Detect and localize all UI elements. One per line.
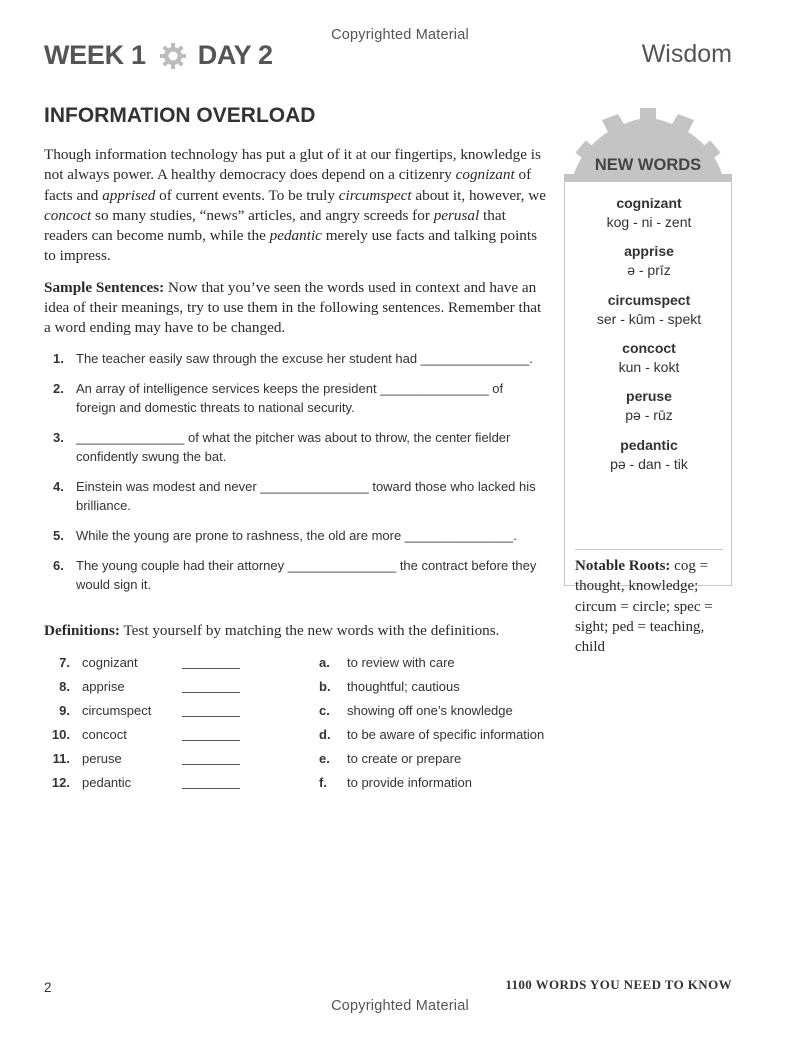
definition-text: to be aware of specific information <box>347 727 545 742</box>
new-word: peruse <box>626 388 672 405</box>
matching-word: concoct <box>82 727 127 742</box>
new-word: circumspect <box>607 291 691 308</box>
sample-sentences-paragraph <box>44 278 550 339</box>
definition-text: to provide information <box>347 775 473 790</box>
sentence-text: _______________ of what the pitcher was about to throw, the center fielder confidently swung the bat. <box>76 430 511 464</box>
vocabulary-word: circumspect <box>338 186 412 204</box>
sentence-item <box>44 428 544 466</box>
vocabulary-word: perusal <box>433 206 480 224</box>
passage-paragraph <box>44 145 550 267</box>
definition-letter: e. <box>319 751 330 766</box>
matching-word: pedantic <box>82 775 132 790</box>
sentence-text: The young couple had their attorney _______________ the contract before they would sign it. <box>76 558 537 592</box>
intro-text <box>44 145 550 350</box>
vocabulary-word: pedantic <box>269 227 322 245</box>
matching-word: apprise <box>82 679 125 694</box>
sentence-number: 6. <box>53 558 64 573</box>
definition-letter: c. <box>319 703 330 718</box>
page-title: INFORMATION OVERLOAD <box>44 104 316 127</box>
answer-blank[interactable] <box>182 740 240 741</box>
divider <box>575 549 723 550</box>
definitions-label: Definitions: <box>44 622 120 639</box>
definitions-intro <box>44 622 499 640</box>
item-number: 12. <box>51 775 70 790</box>
vocabulary-word: cognizant <box>455 166 515 184</box>
pronunciation: ə - prīz <box>627 262 671 279</box>
passage-text: that readers can become numb, while the <box>44 206 506 245</box>
new-word: apprise <box>624 243 674 260</box>
passage-text: of current events. To be truly <box>155 186 339 204</box>
answer-blank[interactable] <box>182 788 240 789</box>
sentence-number: 2. <box>53 381 64 396</box>
sample-sentences-label: Sample Sentences: <box>44 278 165 296</box>
vocabulary-word: apprised <box>102 186 156 204</box>
new-word: concoct <box>622 339 676 356</box>
definition-text: showing off one’s knowledge <box>347 703 513 718</box>
definition-text: thoughtful; cautious <box>347 679 460 694</box>
sample-sentences-text: Now that you’ve seen the words used in context and have an idea of their meanings, try to use them in the following sentences. Remember that a word ending may have to be changed. <box>44 278 542 337</box>
new-word-entry <box>565 388 733 423</box>
notable-roots <box>575 556 729 657</box>
sentence-number: 3. <box>53 430 64 445</box>
definition-letter: b. <box>319 679 331 694</box>
day-label: DAY 2 <box>197 40 273 70</box>
item-number: 7. <box>59 655 70 670</box>
vocabulary-word: concoct <box>44 206 92 224</box>
answer-blank[interactable] <box>182 692 240 693</box>
notable-roots-label: Notable Roots: <box>575 558 671 574</box>
new-word: cognizant <box>616 195 682 211</box>
matching-row <box>44 679 564 703</box>
sentence-number: 1. <box>53 351 64 366</box>
definition-text: to review with care <box>347 655 455 670</box>
pronunciation: pə - rūz <box>625 407 673 424</box>
sentence-item <box>44 349 544 368</box>
sentence-item <box>44 526 544 545</box>
sentence-item <box>44 477 544 515</box>
sentence-text: While the young are prone to rashness, the old are more _______________. <box>76 528 517 543</box>
new-word: pedantic <box>620 436 678 453</box>
definition-letter: d. <box>319 727 331 742</box>
matching-word: circumspect <box>82 703 152 718</box>
sentence-number: 4. <box>53 479 64 494</box>
item-number: 9. <box>59 703 70 718</box>
definition-text: to create or prepare <box>347 751 462 766</box>
new-word-entry <box>565 437 733 472</box>
pronunciation: pə - dan - tik <box>610 455 688 472</box>
pronunciation: kog - ni - zent <box>606 214 692 230</box>
matching-exercise <box>44 655 564 799</box>
week-label: WEEK 1 <box>44 40 146 70</box>
passage-text: about it, however, we <box>411 186 546 204</box>
definitions-text: Test yourself by matching the new words with the definitions. <box>119 622 500 639</box>
week-day-header <box>44 40 273 71</box>
new-word-entry <box>565 243 733 278</box>
answer-blank[interactable] <box>182 668 240 669</box>
sentence-item <box>44 379 544 417</box>
pronunciation: ser - kûm - spekt <box>596 310 702 327</box>
new-word-entry <box>565 292 733 327</box>
copyright-notice-top: Copyrighted Material <box>331 27 469 43</box>
matching-word: peruse <box>82 751 122 766</box>
matching-row <box>44 655 564 679</box>
passage-text: so many studies, “news” articles, and angry screeds for <box>91 206 434 224</box>
sentence-text: The teacher easily saw through the excuse her student had _______________. <box>76 351 533 366</box>
sample-sentence-list <box>44 349 544 605</box>
item-number: 8. <box>59 679 70 694</box>
matching-row <box>44 751 564 775</box>
matching-row <box>44 775 564 799</box>
new-words-box <box>564 182 732 656</box>
pronunciation: kun - kokt <box>618 358 680 375</box>
sentence-text: Einstein was modest and never _______________ toward those who lacked his brilliance. <box>76 479 536 513</box>
book-title: 1100 WORDS YOU NEED TO KNOW <box>505 977 732 992</box>
new-word-entry <box>565 340 733 375</box>
new-words-title: NEW WORDS <box>594 156 702 174</box>
passage-text: of facts and <box>44 166 532 204</box>
matching-row <box>44 703 564 727</box>
sentence-text: An array of intelligence services keeps the president _______________ of foreign and domestic threats to national security. <box>76 381 504 415</box>
definition-letter: f. <box>319 775 327 790</box>
definition-letter: a. <box>319 655 330 670</box>
item-number: 10. <box>51 727 70 742</box>
passage-text: Though information technology has put a glut of it at our fingertips, knowledge is not always power. A healthy democracy does depend on a citizenry <box>44 146 541 184</box>
passage-text: merely use facts and talking points to impress. <box>44 227 538 265</box>
page-number: 2 <box>44 980 52 995</box>
notable-roots-text: cog = thought, knowledge; circum = circle; spec = sight; ped = teaching, child <box>575 558 713 656</box>
answer-blank[interactable] <box>182 716 240 717</box>
gear-icon <box>160 43 186 69</box>
matching-row <box>44 727 564 751</box>
section-tag: Wisdom <box>641 40 732 68</box>
copyright-notice-bottom: Copyrighted Material <box>331 998 469 1014</box>
sentence-item <box>44 556 544 594</box>
matching-word: cognizant <box>82 655 138 670</box>
sentence-number: 5. <box>53 528 64 543</box>
answer-blank[interactable] <box>182 764 240 765</box>
item-number: 11. <box>52 751 70 766</box>
new-word-entry <box>565 195 733 230</box>
